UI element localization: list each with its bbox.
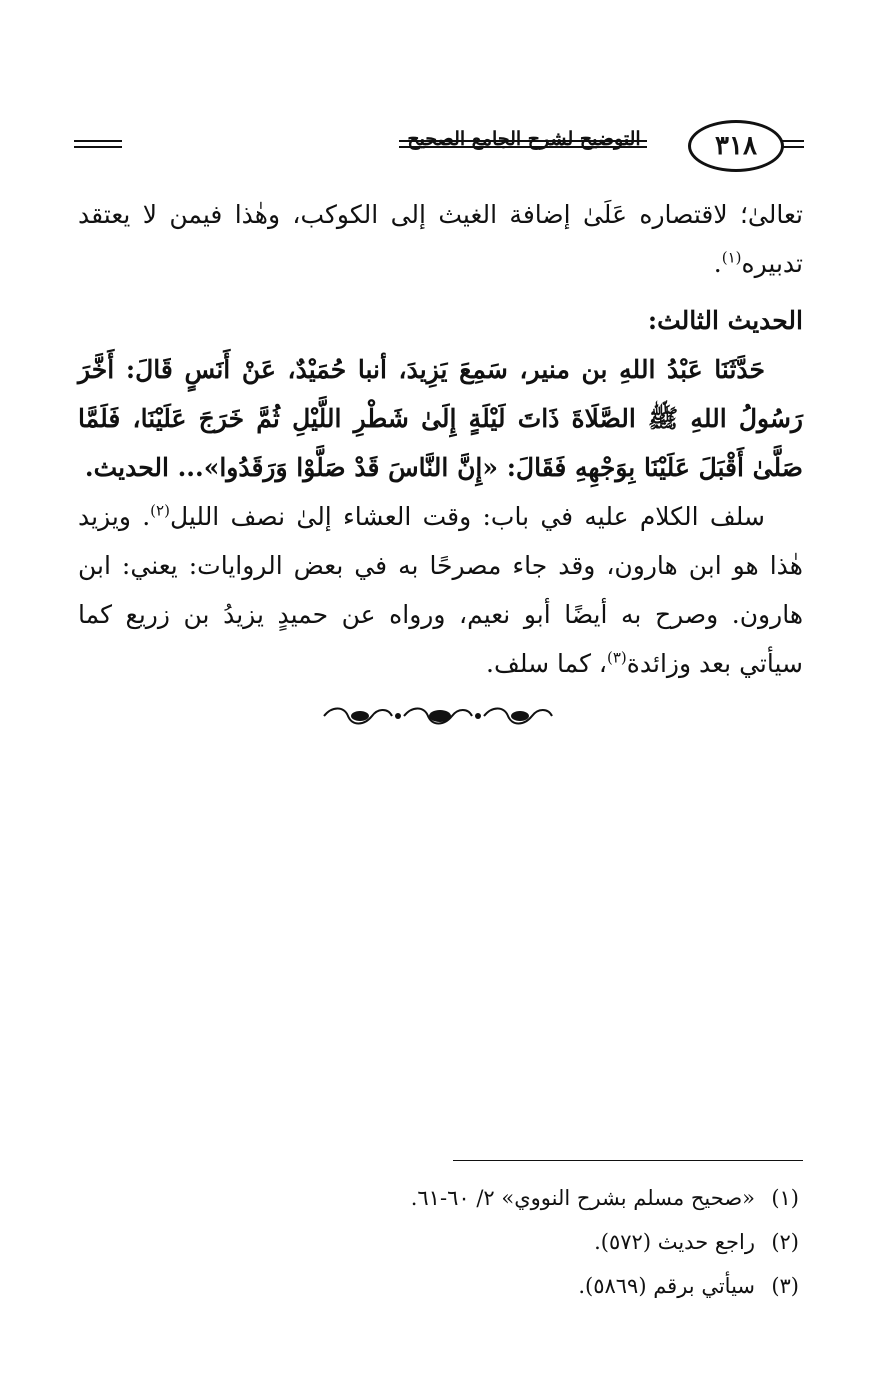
footnote-1	[299, 1176, 799, 1220]
header-rule-left-top	[74, 140, 122, 142]
paragraph-3-part-b: . ويزيد هٰذا هو ابن هارون، وقد جاء مصرحًا به في بعض الروايات: يعني: ابن هارون. وصرح به أيضًا أبو نعيم، ورواه عن حميدٍ يزيدُ بن زريع كما سيأتي بعد وزائدة	[78, 502, 803, 678]
page-header	[74, 118, 804, 170]
page-number-badge	[688, 120, 784, 172]
main-text	[78, 190, 803, 688]
footnote-ref-1: (١)	[721, 248, 742, 267]
footnote-number: (٣)	[771, 1274, 799, 1298]
header-rule-left-bottom	[74, 146, 122, 148]
footnote-text: راجع حديث (٥٧٢).	[594, 1230, 755, 1254]
footnote-separator	[453, 1160, 803, 1161]
running-title: التوضيح لشرح الجامع الصحيح	[407, 128, 641, 150]
footnote-2	[299, 1220, 799, 1264]
footnote-text: «صحيح مسلم بشرح النووي» ٢/ ٦٠-٦١.	[410, 1186, 755, 1210]
footnotes	[299, 1176, 799, 1308]
paragraph-3	[78, 492, 803, 688]
decorative-ornament	[318, 702, 558, 730]
paragraph-1-text: تعالىٰ؛ لاقتصاره عَلَىٰ إضافة الغيث إلى الكوكب، وهٰذا فيمن لا يعتقد تدبيره	[78, 200, 803, 278]
paragraph-3-part-a: سلف الكلام عليه في باب: وقت العشاء إلىٰ نصف الليل	[169, 502, 765, 531]
footnote-ref-2: (٢)	[150, 501, 170, 520]
page-number: ٣١٨	[715, 131, 757, 161]
hadith-text: حَدَّثَنَا عَبْدُ اللهِ بن منير، سَمِعَ يَزِيدَ، أنبا حُمَيْدٌ، عَنْ أَنَسٍ قَالَ: أَخَّرَ رَسُولُ اللهِ ﷺ الصَّلَاةَ ذَاتَ لَيْلَةٍ إِلَىٰ شَطْرِ اللَّيْلِ ثُمَّ خَرَجَ عَلَيْنَا، فَلَمَّا صَلَّىٰ أَقْبَلَ عَلَيْنَا بِوَجْهِهِ فَقَالَ: «إِنَّ النَّاسَ قَدْ صَلَّوْا وَرَقَدُوا»... الحديث.	[78, 355, 803, 482]
footnote-number: (٢)	[771, 1230, 799, 1254]
paragraph-1-end: .	[713, 249, 722, 278]
footnote-3	[299, 1264, 799, 1308]
section-heading: الحديث الثالث:	[647, 306, 803, 335]
paragraph-3-part-c: ، كما سلف.	[486, 649, 607, 678]
footnote-number: (١)	[771, 1186, 799, 1210]
paragraph-1	[78, 190, 803, 288]
footnote-text: سيأتي برقم (٥٨٦٩).	[578, 1274, 755, 1298]
footnote-ref-3: (٣)	[607, 648, 627, 667]
